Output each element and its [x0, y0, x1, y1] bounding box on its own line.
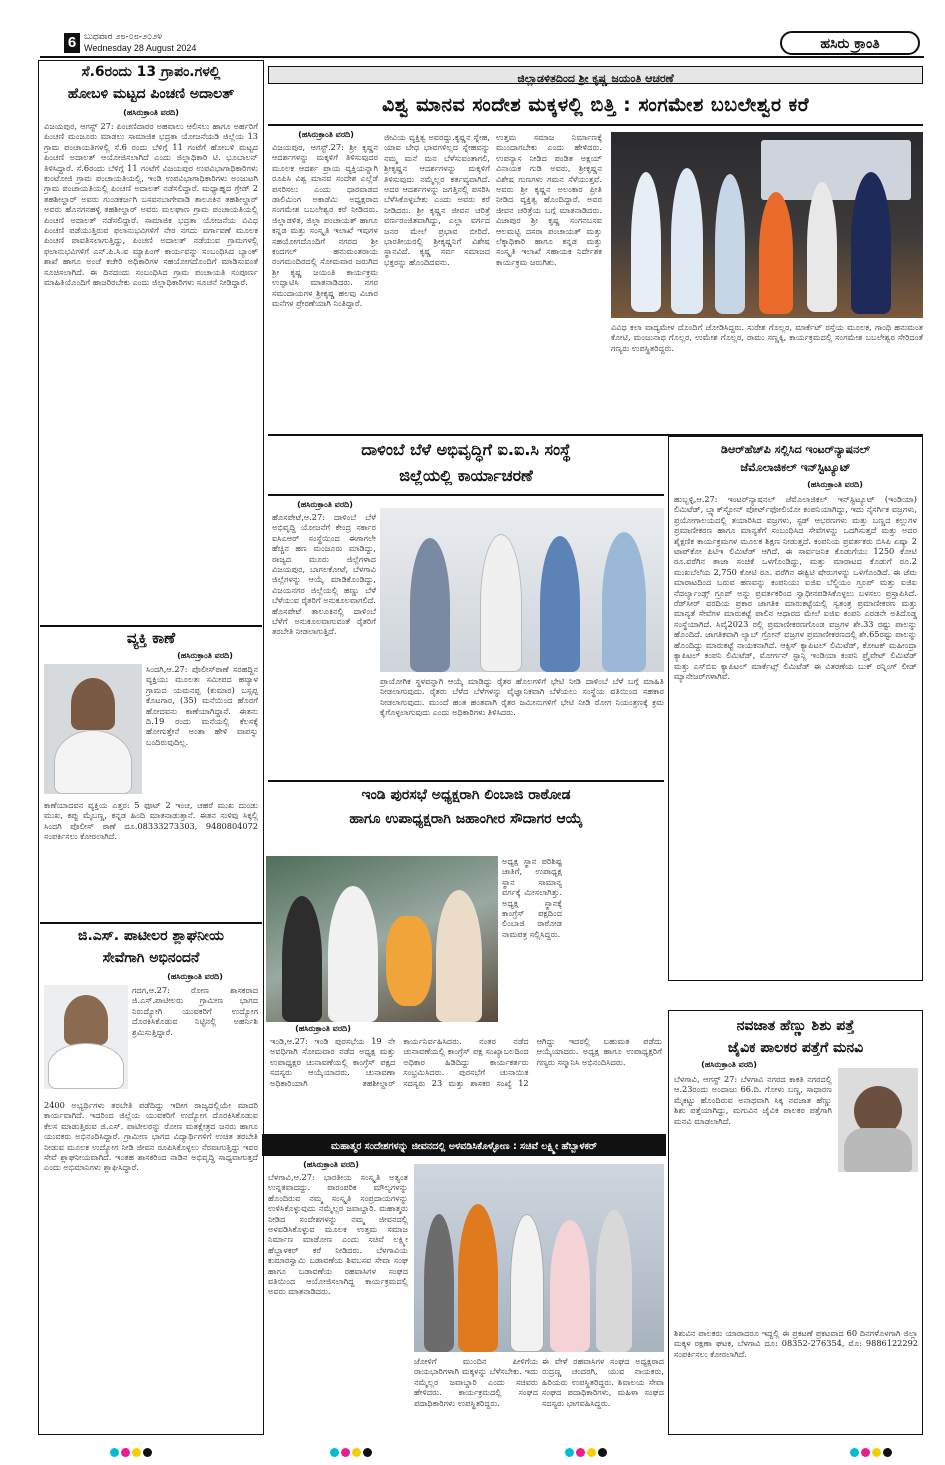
divider [268, 124, 923, 126]
registration-dot [587, 1448, 596, 1457]
indi-side-text: ಅಧ್ಯಕ್ಷ ಸ್ಥಾನ ಪರಿಶಿಷ್ಟ ಜಾತಿಗೆ, ಉಪಾಧ್ಯಕ್ಷ ಸ್ಥಾನ ಸಾಮಾನ್ಯ ವರ್ಗಕ್ಕೆ ಮೀಸಲಾಗಿತ್ತು. ಅಧ್ಯಕ್ಷ ಸ್ಥಾನಕ್ಕೆ ಕಾಂಗ್ರೆಸ್ ಪಕ್ಷದಿಂದ ಲಿಂಬಾಜಿ ರಾಠೋಡ ನಾಮಪತ್ರ ಸಲ್ಲಿಸಿದ್ದರು. [502, 856, 562, 939]
krishna-photo-caption: ವಿವಿಧ ಕಲಾ ವಾದ್ಯಮೇಳ ದೊಂದಿಗೆ ಜೋಡಿಸಿದ್ದರು. ಸುರೇಶ ಗೊಲ್ಲರ, ಮಾರ್ಕೆಟ್ ರಸ್ತೆಯ ಮೂಲಕ, ಗಾಂಧಿ ಹನುಮಂತ ಕೋಟಿ, ಮಂಜುನಾಥ ಗೊಲ್ಲರ, ಉಮೇಶ ಗೊಲ್ಲರ, ರಾಮು ಸಣ್ಣಕ್ಕಿ, ಕಾರ್ಯಕ್ರಮದಲ್ಲಿ ಸಂಗಮೇಶ ಬಬಲೇಶ್ವರ ಸೇರಿದಂತೆ ಗಣ್ಯರು ಉಪಸ್ಥಿತರಿದ್ದರು. [611, 322, 923, 353]
article2-body: ಕಾಣೆಯಾದವನ ವ್ಯಕ್ತಿಯ ಎತ್ತರ: 5 ಫೂಟ್ 2 ಇಂಚ, ಚಹರೆ ಮುಖ ದುಂಡು ಮುಖ, ಕಪ್ಪು ಮೈಬಣ್ಣ, ಕನ್ನಡ ಹಿಂದಿ ಮಾತನಾಡುತ್ತಾನೆ. ಈತನ ಸುಳಿವು ಸಿಕ್ಕಲ್ಲಿ ಸಿಂದಗಿ ಪೊಲೀಸ್ ಠಾಣೆ ದೂ.08333273303, 9480804072 ಸಂಪರ್ಕಿಸಲು ಕೋರಲಾಗಿದೆ. [44, 800, 258, 842]
registration-dot [121, 1448, 130, 1457]
divider [268, 780, 664, 782]
article3-title-line1: ಜಿ.ಎಸ್. ಪಾಟೀಲರ ಶ್ಲಾಘನೀಯ [78, 928, 224, 944]
masthead-title: ಹಸಿರು ಕ್ರಾಂತಿ [820, 36, 880, 52]
article3-byline: (ಹಸಿರುಕ್ರಾಂತಿ ವರದಿ) [167, 972, 223, 981]
article2-side-text: ಸಿಂದಗಿ,ಆ.27: ಪೊಲೀಸ್‌ಠಾಣೆ ಸರಹದ್ದಿನ ವ್ಯಕ್ತಿಯು ಮೂಲತಃ ಸಮೀಪದ ಹವ್ಯಾಳ ಗ್ರಾಮದ ಯಮನಪ್ಪ (ಕುಮಾರ) ಬಸ್ಸಪ್ಪ ಕೊಟಗಾರ, (35) ಮನೆಯಿಂದ ಹೊರಗೆ ಹೋದವನು ಕಾಣೆಯಾಗಿದ್ದಾನೆ. ಈತನು ದಿ.19 ರಂದು ಮನೆಯಲ್ಲಿ ಕೆಲಸಕ್ಕೆ ಹೋಗುತ್ತೇನೆ ಅಂತಾ ಹೇಳಿ ವಾಪಸ್ಸು ಬಂದಿರುವುದಿಲ್ಲ. [146, 664, 258, 747]
krishna-col3: ಉತ್ತಮ ಸಮಾಜ ನಿರ್ಮಾಣಕ್ಕೆ ಮುಂದಾಗಬೇಕು ಎಂದು ಹೇಳಿದರು. ಉಪನ್ಯಾಸ ನೀಡಿದ ಪಂಡಿತ ಅಕ್ಷಯ್ ವಿನಾಯಕ ಗುಡಿ ಅವರು, ಶ್ರೀಕೃಷ್ಣನ ವಿಶೇಷ ಗುಣಗಳು ಗಮನ ಸೆಳೆಯುತ್ತವೆ. ಅವರು ಶ್ರೀ ಕೃಷ್ಣನ ಅಲಂಕಾರ ಪ್ರೀತಿ ನೀಡಿದ ವ್ಯಕ್ತಿತ್ವ ಹೊಂದಿದ್ದಾರೆ. ಅವರ ಜೀವನ ಚರಿತ್ರೆಯ ಬಗ್ಗೆ ಮಾತನಾಡಿದರು. ವಿಜಾಪುರ ಶ್ರೀ ಕೃಷ್ಣ ಸಂಗನಬಸವ ಆಲಮಟ್ಟಿ ದಸರಾ ಪಂಚಾಯತ್ ಮತ್ತು ಲೆಕ್ಕಾಧಿಕಾರಿ ಹಾಗೂ ಕನ್ನಡ ಮತ್ತು ಸಂಸ್ಕೃತಿ ಇಲಾಖೆ ಸಹಾಯಕ ನಿರ್ದೇಶಕ ಕಾರ್ಯಕ್ರಮ ಜರುಗಿತು. [496, 132, 602, 267]
article1-body: ವಿಜಯಪುರ, ಆಗಸ್ಟ್ 27: ಪಿಂಚಣಿದಾರರ ಅಹವಾಲು ಆಲಿಸಲು ಹಾಗೂ ಅರ್ಹರಿಗೆ ಪಿಂಚಣಿ ಮಂಜೂರು ಮಾಡಲು ಸಾಮಾಜಿಕ ಭದ್ರತಾ ಯೋಜನೆಯಡಿ ಜಿಲ್ಲೆಯ 13 ಗ್ರಾಮ ಪಂಚಾಯತಿಗಳಲ್ಲಿ ಸೆ.6 ರಂದು ಬೆಳಿಗ್ಗೆ 11 ಗಂಟೆಗೆ ಹೋಬಳಿ ಮಟ್ಟದ ಪಿಂಚಣಿ ಅದಾಲತ್ ಆಯೋಜಿಸಲಾಗಿದೆ ಎಂದು ಜಿಲ್ಲಾಧಿಕಾರಿ ಟಿ. ಭೂಬಾಲನ್ ತಿಳಿಸಿದ್ದಾರೆ. ಸೆ.6ರಂದು ಬೆಳಿಗ್ಗೆ 11 ಗಂಟೆಗೆ ವಿಜಯಪುರ ಉಪವಿಭಾಗಾಧಿಕಾರಿಗಳು ಕುಂಟೋಜಿ ಗ್ರಾಮ ಪಂಚಾಯತಿಯಲ್ಲಿ, ಇಂಡಿ ಉಪವಿಭಾಗಾಧಿಕಾರಿಗಳು ಅಂಜುಟಗಿ ಗ್ರಾಮ ಪಂಚಾಯತಿಯಲ್ಲಿ ಪಿಂಚಣಿ ಅದಾಲತ್ ನಡೆಸಲಿದ್ದಾರೆ. ಮಧ್ಯಾಹ್ನದ ಗ್ರೇಡ್ 2 ತಹಶೀಲ್ದಾರ್ ಅವರು ಗುಂಡಕರ್ಜಗಿ ಬಸವನಬಾಗೇವಾಡಿ ತಾಲೂಕಿನ ತಹಶೀಲ್ದಾರ್ ಅವರು ಹೊನಗನಹಳ್ಳಿ ತಹಶೀಲ್ದಾರ್ ಅವರು ಮಲಘಾಣ ಗ್ರಾಮ ಪಂಚಾಯತಿಯಲ್ಲಿ ಪಿಂಚಣಿ ಅದಾಲತ್ ನಡೆಸಲಿದ್ದಾರೆ. ಸಾಮಾಜಿಕ ಭದ್ರತಾ ಯೋಜನೆಯ ವಿವಿಧ ಪಿಂಚಣಿ ಪಡೆಯುತ್ತಿರುವ ಫಲಾನುಭವಿಗಳಿಗೆ ನೇರ ನಗದು ವರ್ಗಾವಣೆ ಮೂಲಕ ಪಿಂಚಣಿ ಪಾವತಿಸಲಾಗುತ್ತಿದ್ದು, ಪಿಂಚಣಿ ಅದಾಲತ್ ನಡೆಯುವ ಗ್ರಾಮಗಳಲ್ಲಿ ಫಲಾನುಭವಿಗಳಿಗೆ ಎನ್.ಪಿ.ಸಿ.ಐ ಮ್ಯಾಪಿಂಗ್ ಕಾರ್ಯವನ್ನು ಸಂಬಂಧಿಸಿದ ಬ್ಯಾಂಕ್ ಶಾಖೆ ಹಾಗೂ ಅಂಚೆ ಕಚೇರಿ ಅಧಿಕಾರಿಗಳ ಸಹಯೋಗದೊಂದಿಗೆ ಮಾಡಿಸುವಂತೆ ಸೂಚಿಸಲಾಗಿದೆ. ಈ ದಿನದಂದು ಸಂಬಂಧಿಸಿದ ಗ್ರಾಮ ಪಂಚಾಯತಿ ಸಂಪೂರ್ಣ ಮಾಹಿತಿಯೊಂದಿಗೆ ಹಾಜರಿರಬೇಕು ಎಂದು ಜಿಲ್ಲಾಧಿಕಾರಿಗಳು ಸೂಚನೆ ನೀಡಿದ್ದಾರೆ. [44, 121, 258, 288]
indi-headline-line2: ಹಾಗೂ ಉಪಾಧ್ಯಕ್ಷರಾಗಿ ಜಹಾಂಗೀರ ಸೌದಾಗರ ಆಯ್ಕೆ [349, 811, 583, 827]
registration-dot [850, 1448, 859, 1457]
icar-body: ಪ್ರಾಯೋಗಿಕ ಸ್ಥಳವನ್ನಾಗಿ ಆಯ್ಕೆ ಮಾಡಿದ್ದು ರೈತರ ಹೊಲಗಳಿಗೆ ಭೇಟಿ ನೀಡಿ ದಾಳಿಂಬೆ ಬೆಳೆ ಬಗ್ಗೆ ಮಾಹಿತಿ ನೀಡಲಾಗುವುದು. ರೈತರು ಬೆಳೆದ ಬೆಳೆಗಳನ್ನು ವೈಜ್ಞಾನಿಕವಾಗಿ ಬೆಳೆಯಲು ಸಂಸ್ಥೆಯ ವತಿಯಿಂದ ಸಹಕಾರ ನೀಡಲಾಗುವುದು. ಮುಂದೆ ಹಂತ ಹಂತವಾಗಿ ರೈತರ ಜಮೀನುಗಳಿಗೆ ಭೇಟಿ ನೀಡಿ ರೋಗ ನಿಯಂತ್ರಣಕ್ಕೆ ಕ್ರಮ ಕೈಗೊಳ್ಳಲಾಗುವುದು ಎಂದು ಅಧಿಕಾರಿಗಳು ತಿಳಿಸಿದರು. [380, 676, 664, 718]
article3-title-line2: ಸೇವೆಗಾಗಿ ಅಭಿನಂದನೆ [102, 950, 200, 966]
indi-headline-line1: ಇಂಡಿ ಪುರಸಭೆ ಅಧ್ಯಕ್ಷರಾಗಿ ಲಿಂಬಾಜಿ ರಾಠೋಡ [361, 787, 571, 803]
hebbalkar-col4: ಈ ವೇಳೆ ರಹವಾಸಿಗಳ ಸಂಘದ ಅಧ್ಯಕ್ಷರಾದ ರುದ್ರಣ್ಣ ಚಂದರಗಿ, ಯುವ ನಾಯಕರು, ಹಿರಿಯರು ಉಪಸ್ಥಿತರಿದ್ದರು. ಶಿವಾಲಯ ಸೇವಾ ಸಂಘದ ಪದಾಧಿಕಾರಿಗಳು, ಮಹಿಳಾ ಸಂಘದ ಸದಸ್ಯರು ಭಾಗವಹಿಸಿದ್ದರು. [542, 1356, 664, 1408]
divider [40, 625, 262, 627]
registration-dot [330, 1448, 339, 1457]
header-date-english: Wednesday 28 August 2024 [84, 43, 197, 53]
icar-headline-line2: ಜಿಲ್ಲೆಯಲ್ಲಿ ಕಾರ್ಯಾಚರಣೆ [399, 466, 533, 485]
baby-headline-line1: ನವಜಾತ ಹೆಣ್ಣು ಶಿಶು ಪತ್ತೆ [736, 1018, 855, 1034]
hebbalkar-byline: (ಹಸಿರುಕ್ರಾಂತಿ ವರದಿ) [303, 1160, 359, 1169]
baby-photo [838, 1068, 918, 1172]
missing-person-photo [44, 664, 142, 794]
diamond-body: ಹುಬ್ಬಳ್ಳಿ,ಆ.27: ಇಂಟರ್‌ನ್ಯಾಷನಲ್ ಜೆಮೊಲಾಜಿಕಲ್ ಇನ್‌ಸ್ಟಿಟ್ಯೂಟ್ (ಇಂಡಿಯಾ) ಲಿಮಿಟೆಡ್, ಬ್ಲ್ಯಾಕ್‌ಸ್ಟೋನ್ ಪೋರ್ಟ್‌ಫೋಲಿಯೋ ಕಂಪನಿಯಾಗಿದ್ದು, ಇದು ನೈಸರ್ಗಿಕ ವಜ್ರಗಳು, ಪ್ರಯೋಗಾಲಯದಲ್ಲಿ ತಯಾರಿಸಿದ ವಜ್ರಗಳು, ಸ್ಟಡ್ ಆಭರಣಗಳು ಮತ್ತು ಬಣ್ಣದ ಕಲ್ಲುಗಳ ಪ್ರಮಾಣೀಕರಣ ಹಾಗೂ ಮಾನ್ಯತೆಗೆ ಸಂಬಂಧಿಸಿದ ಸೇವೆಗಳನ್ನು ಒದಗಿಸುತ್ತದೆ ಮತ್ತು ಅದರ ಶೈಕ್ಷಣಿಕ ಕಾರ್ಯಕ್ರಮಗಳ ಮೂಲಕ ಶಿಕ್ಷಣ ನೀಡುತ್ತದೆ. ಕಂಪನಿಯ ಪ್ರವರ್ತಕರು ಬಿಸಿಪಿ ಏಷ್ಯಾ 2 ಟಾಪ್‌ಕೋ ಪಿಟಿಇ ಲಿಮಿಟೆಡ್ ಆಗಿದೆ. ಈ ಸಾರ್ವಜನಿಕ ಕೊಡುಗೆಯು 1250 ಕೋಟಿ ರೂ.ವರೆಗಿನ ತಾಜಾ ಸಂಚಿಕೆ ಒಳಗೊಂಡಿದ್ದು, ಮತ್ತು ಮಾರಾಟದ ಕೊಡುಗೆ ರೂ.2 ಮುಖಬೆಲೆಯ 2,750 ಕೋಟಿ ರೂ. ವರೆಗಿನ ಈಕ್ವಿಟಿ ಷೇರುಗಳನ್ನು ಒಳಗೊಂಡಿದೆ. ಈ ಜೆಮ ಮಾರಾಟದಿಂದ ಬರುವ ಹಣವನ್ನು ಕಂಪನಿಯು ಐಜಿಐ ಬೆಲ್ಜಿಯಂ ಗ್ರೂಪ್ ಮತ್ತು ಐಜಿಐ ನೆದರ್ಲ್ಯಾಂಡ್ಸ್ ಗ್ರೂಪ್ ಅನ್ನು ಪ್ರವರ್ತಕರಿಂದ ಸ್ವಾಧೀನಪಡಿಸಿಕೊಳ್ಳಲು ಬಳಸಲು ಪ್ರಸ್ತಾಪಿಸಿದೆ. ರೆಡ್‌ಸೀರ್ ವರದಿಯ ಪ್ರಕಾರ ಜಾಗತಿಕ ಮಾರುಕಟ್ಟೆಯಲ್ಲಿ ಸ್ವತಂತ್ರ ಪ್ರಮಾಣೀಕರಣ ಮತ್ತು ಮಾನ್ಯತೆ ಸೇವೆಗಳ ಮಾರುಕಟ್ಟೆ ಪಾಲಿನ ಆಧಾರದ ಮೇಲೆ ಐಜಿಐ ಕಂಪನಿ ಎರಡನೇ ಅತಿದೊಡ್ಡ ಸಂಸ್ಥೆಯಾಗಿದೆ. ಸಿವೈ2023 ರಲ್ಲಿ ಪ್ರಮಾಣೀಕರಣಗೊಂಡ ವಜ್ರಗಳ ಶೇ.33 ರಷ್ಟು ಪಾಲನ್ನು ಹೊಂದಿದೆ. ಜಾಗತಿಕವಾಗಿ ಲ್ಯಾಬ್ ಗ್ರೋನ್ ವಜ್ರಗಳ ಪ್ರಮಾಣೀಕರಣದಲ್ಲಿ ಶೇ.65ರಷ್ಟು ಪಾಲನ್ನು ಹೊಂದಿದ್ದು ಮಾರುಕಟ್ಟೆ ನಾಯಕನಾಗಿದೆ. ಆಕ್ಸಿಸ್ ಕ್ಯಾಪಿಟಲ್ ಲಿಮಿಟೆಡ್, ಕೋಟಕ್ ಮಹೀಂದ್ರಾ ಕ್ಯಾಪಿಟಲ್ ಕಂಪನಿ ಲಿಮಿಟೆಡ್, ಮೋರ್ಗನ್ ಸ್ಟಾನ್ಲಿ ಇಂಡಿಯಾ ಕಂಪನಿ ಪ್ರೈವೇಟ್ ಲಿಮಿಟೆಡ್ ಮತ್ತು ಎಸ್‌ಬಿಐ ಕ್ಯಾಪಿಟಲ್ ಮಾರ್ಕೆಟ್ಸ್ ಲಿಮಿಟೆಡ್ ಈ ವಿತರಣೆಯ ಬುಕ್ ರನ್ನಿಂಗ್ ಲೀಡ್ ಮ್ಯಾನೇಜರ್‌ಗಳಾಗಿವೆ. [674, 494, 917, 681]
krishna-kicker: ಜಿಲ್ಲಾಡಳಿತದಿಂದ ಶ್ರೀ ಕೃಷ್ಣ ಜಯಂತಿ ಆಚರಣೆ [517, 72, 674, 85]
icar-headline-line1: ದಾಳಿಂಬೆ ಬೆಳೆ ಅಭಿವೃದ್ಧಿಗೆ ಐ.ಐ.ಸಿ ಸಂಸ್ಥೆ [361, 440, 571, 459]
indi-celebration-photo [266, 856, 498, 1022]
hebbalkar-col3: ಜೋಳಿಗೆ ಮುಂದಿನ ಪೀಳಿಗೆಯ ರಾಯಭಾರಿಗಳಾಗಿ ಮಕ್ಕಳನ್ನು ಬೆಳೆಸಬೇಕು. ಇದು ನಮ್ಮೆಲ್ಲರ ಜವಾಬ್ದಾರಿ ಎಂದು ಸಚಿವರು ಹೇಳಿದರು. ಕಾರ್ಯಕ್ರಮದಲ್ಲಿ ಸಂಘದ ಪದಾಧಿಕಾರಿಗಳು ಉಪಸ್ಥಿತರಿದ್ದರು. [414, 1356, 538, 1408]
article2-title: ವ್ಯಕ್ತಿ ಕಾಣೆ [126, 629, 176, 647]
krishna-col2: ಜೀವಿಯ ವ್ಯಕ್ತಿತ್ವ ಅವರದ್ದು.ಕೃಷ್ಣನ ಸ್ನೇಹ, ಯಾವ ಬೇಧ ಭಾವಗಳಿಲ್ಲದ ಸ್ನೇಹವನ್ನು ನಮ್ಮ ಮನೆ ಮನ ಬೆಳೆಸುವಂತಾಗಲಿ, ಶ್ರೀಕೃಷ್ಣನ ಆದರ್ಶಗಳನ್ನು ಮಕ್ಕಳಿಗೆ ತಿಳಿಸುವುದು ನಮ್ಮೆಲ್ಲರ ಕರ್ತವ್ಯವಾಗಿದೆ. ಅದರ ಆದರ್ಶಗಳನ್ನು ಜಗತ್ತಿನಲ್ಲಿ ಪಸರಿಸಿ ಬೆಳೆಸಿಕೊಳ್ಳಬೇಕು ಎಂದು ಅವರು ಕರೆ ನೀಡಿದರು. ಶ್ರೀ ಕೃಷ್ಣನ ಜೀವನ ಚರಿತ್ರೆ ವರ್ಣರಂಜಿತವಾಗಿದ್ದು, ಎಲ್ಲಾ ವರ್ಗದ ಜನರ ಮೇಲೆ ಪ್ರಭಾವ ಬೀರಿದೆ. ಭಾರತೀಯರಲ್ಲಿ ಶ್ರೀಕೃಷ್ಣನಿಗೆ ವಿಶೇಷ ಸ್ಥಾನವಿದೆ. ಕೃಷ್ಣ ಸರ್ವ ಸಮಾಜದ ಭಕ್ತರನ್ನು ಹೊಂದಿದವನು. [384, 132, 490, 267]
registration-dot [341, 1448, 350, 1457]
page-number: 6 [64, 33, 80, 53]
registration-marks-middle [330, 1442, 374, 1461]
krishna-byline: (ಹಸಿರುಕ್ರಾಂತಿ ವರದಿ) [298, 130, 354, 139]
diamond-headline-line1: ಡಿಆರ್‌ಹೆಚ್‌ಪಿ ಸಲ್ಲಿಸಿದ ಇಂಟರ್‌ನ್ಯಾಷನಲ್ [721, 443, 870, 456]
baby-headline-line2: ಜೈವಿಕ ಪಾಲಕರ ಪತ್ತೆಗೆ ಮನವಿ [727, 1040, 864, 1056]
masthead-logo [780, 31, 920, 55]
divider [268, 494, 664, 496]
registration-dot [598, 1448, 607, 1457]
hebbalkar-col1: ಬೆಳಗಾವಿ,ಆ.27: ಭಾರತೀಯ ಸಂಸ್ಕೃತಿ ಅತ್ಯಂತ ಉನ್ನತವಾದದ್ದು. ಪಾರಂಪರಿಕ ಮೌಲ್ಯಗಳನ್ನು ಹೊಂದಿರುವ ನಮ್ಮ ಸಂಸ್ಕೃತಿ ಸಂಪ್ರದಾಯಗಳನ್ನು ಉಳಿಸಿಕೊಳ್ಳುವುದು ನಮ್ಮೆಲ್ಲರ ಜವಾಬ್ದಾರಿ. ಮಹಾತ್ಮರು ನೀಡಿದ ಸಂದೇಶಗಳನ್ನು ನಮ್ಮ ಜೀವನದಲ್ಲಿ ಅಳವಡಿಸಿಕೊಳ್ಳುವ ಮೂಲಕ ಉತ್ತಮ ಸಮಾಜ ನಿರ್ಮಾಣ ಮಾಡೋಣ ಎಂದು ಸಚಿವೆ ಲಕ್ಷ್ಮೀ ಹೆಬ್ಬಾಳಕರ್ ಕರೆ ನೀಡಿದರು. ಬೆಳಗಾವಿಯ ಕುಮಾರಸ್ವಾಮಿ ಬಡಾವಣೆಯ ಶಿವಬಸವ ಸೇವಾ ಸಂಘ ಹಾಗೂ ಬಡಾವಣೆಯ ರಹವಾಸಿಗಳ ಸಂಘದ ವತಿಯಿಂದ ಆಯೋಜಿಸಲಾಗಿದ್ದ ಕಾರ್ಯಕ್ರಮದಲ್ಲಿ ಅವರು ಮಾತನಾಡಿದರು. [268, 1172, 408, 1297]
article2-byline: (ಹಸಿರುಕ್ರಾಂತಿ ವರದಿ) [177, 651, 233, 660]
hebbalkar-headline: ಮಹಾತ್ಮರ ಸಂದೇಶಗಳನ್ನು ಜೀವನದಲ್ಲಿ ಅಳವಡಿಸಿಕೊಳ್ಳೋಣ : ಸಚಿವೆ ಲಕ್ಷ್ಮೀ ಹೆಬ್ಬಾಳಕರ್ [331, 1141, 597, 1152]
page-header [40, 30, 924, 58]
registration-dot [565, 1448, 574, 1457]
registration-marks-far-right [850, 1442, 894, 1461]
article3-body: 2400 ಅಭ್ಯರ್ಥಿಗಳು ತರಬೇತಿ ಪಡೆದಿದ್ದು ಇದೀಗ ರಾಜ್ಯದಲ್ಲಿಯೇ ಮಾದರಿ ಕಾರ್ಯವಾಗಿದೆ. ಇದರಿಂದ ಜಿಲ್ಲೆಯ ಯುವಕರಿಗೆ ಉದ್ಯೋಗ ದೊರಕಿಸಿಕೊಡುವ ಕೆಲಸ ಮಾಡುತ್ತಿರುವ ಜಿ.ಎಸ್. ಪಾಟೀಲರನ್ನು ರೋಣ ಮತಕ್ಷೇತ್ರದ ಜನರು ಹಾಗೂ ಯುವಕರು ಅಭಿನಂದಿಸಿದ್ದಾರೆ. ಗ್ರಾಮೀಣ ಭಾಗದ ವಿದ್ಯಾರ್ಥಿಗಳಿಗೆ ಉಚಿತ ತರಬೇತಿ ನೀಡುವ ಮೂಲಕ ಉದ್ಯೋಗ ನೀಡಿ ಜೀವನ ರೂಪಿಸಿಕೊಳ್ಳಲು ನೆರವಾಗುತ್ತಿದ್ದು ಇವರ ಸೇವೆ ಶ್ಲಾಘನೀಯವಾಗಿದೆ. ಇಂತಹ ಶಾಸಕರಿಂದ ನಾಡಿನ ಅಭಿವೃದ್ಧಿ ಸಾಧ್ಯವಾಗುತ್ತದೆ ಎಂದು ಅಭಿಮಾನಿಗಳು ಶ್ಲಾಘಿಸಿದ್ದಾರೆ. [44, 1100, 258, 1173]
hebbalkar-headline-bar [262, 1134, 666, 1156]
registration-marks-right [565, 1442, 609, 1461]
indi-byline: (ಹಸಿರುಕ್ರಾಂತಿ ವರದಿ) [295, 1024, 351, 1033]
diamond-byline: (ಹಸಿರುಕ್ರಾಂತಿ ವರದಿ) [807, 480, 863, 489]
krishna-event-photo [611, 132, 923, 318]
baby-side-text: ಬೆಳಗಾವಿ, ಆಗಸ್ಟ್ 27: ಬೆಳಗಾವಿ ನಗರದ ಕಾಕತಿ ನಗರದಲ್ಲಿ ಆ.23ರಂದು ಅಂದಾಜು 66.ದಿ. ಗೋಳು ಬಣ್ಣ, ಸಾಧಾರಣ ಮೈಕಟ್ಟು ಹೊಂದಿರುವ ಅನಾಥವಾಗಿ ಸಿಕ್ಕ ನವಜಾತ ಹೆಣ್ಣು ಶಿಶು ಪತ್ತೆಯಾಗಿದ್ದು, ಮಗುವಿನ ಜೈವಿಕ ಪಾಲಕರ ಪತ್ತೆಗಾಗಿ ಮನವಿ ಮಾಡಲಾಗಿದೆ. [674, 1074, 832, 1126]
registration-dot [143, 1448, 152, 1457]
registration-dot [363, 1448, 372, 1457]
article1-title-line1: ಸೆ.6ರಂದು 13 ಗ್ರಾಪಂ.ಗಳಲ್ಲಿ [81, 64, 221, 80]
registration-dot [110, 1448, 119, 1457]
krishna-col1: ವಿಜಯಪುರ, ಆಗಸ್ಟ್.27: ಶ್ರೀ ಕೃಷ್ಣನ ಆದರ್ಶಗಳನ್ನು ಮಕ್ಕಳಿಗೆ ತಿಳಿಸುವುದರ ಮೂಲಕ ಆದರ್ಶ ಪ್ರಾಯ ವ್ಯಕ್ತಿಯನ್ನಾಗಿ ರೂಪಿಸಿ ವಿಶ್ವ ಮಾನವ ಸಂದೇಶ ಎಲ್ಲೆಡೆ ಪಸರಿಸಲು ಎಂದು ಧಾರವಾಡದ ಡಾಲಿಮಿಂಗ ಅಕಾಡೆಮಿ ಅಧ್ಯಕ್ಷರಾದ ಸಂಗಮೇಶ ಬಬಲೇಶ್ವರ ಕರೆ ನೀಡಿದರು. ಜಿಲ್ಲಾಡಳಿತ, ಜಿಲ್ಲಾ ಪಂಚಾಯತ್ ಹಾಗೂ ಕನ್ನಡ ಮತ್ತು ಸಂಸ್ಕೃತಿ ಇಲಾಖೆ ಇವುಗಳ ಸಹಯೋಗದೊಂದಿಗೆ ನಗರದ ಶ್ರೀ ಕಂದಗಲ್ ಹನುಮಂತರಾಯ ರಂಗಮಂದಿರದಲ್ಲಿ ಸೋಮವಾರ ಜರುಗಿದ ಶ್ರೀ ಕೃಷ್ಣ ಜಯಂತಿ ಕಾರ್ಯಕ್ರಮ ಉದ್ಘಾಟಿಸಿ ಮಾತನಾಡಿದರು. ನಗರ ಸಮುದಾಯಗಳ ಶ್ರೀಕೃಷ್ಣ ಹಲವು ವಿಚಾರ ಮನೆಗಳ ಪ್ರೇರಣೆಯಾಗಿ ನಿಂತಿದ್ದಾರೆ. [272, 142, 378, 309]
registration-marks-left [110, 1442, 154, 1461]
baby-body: ಶಿಶುವಿನ ಪಾಲಕರು ಯಾರಾದರೂ ಇದ್ದಲ್ಲಿ ಈ ಪ್ರಕಟಣೆ ಪ್ರಕಟವಾದ 60 ದಿನಗಳೊಳಗಾಗಿ ಜಿಲ್ಲಾ ಮಕ್ಕಳ ರಕ್ಷಣಾ ಘಟಕ, ಬೆಳಗಾವಿ ದೂ: 08352-276354, ಮೊ: 9886122292 ಸಂಪರ್ಕಿಸಲು ಕೋರಲಾಗಿದೆ. [674, 1328, 918, 1359]
article1-title-line2: ಹೋಬಳಿ ಮಟ್ಟದ ಪಿಂಚಣಿ ಅದಾಲತ್ [67, 86, 235, 102]
registration-dot [883, 1448, 892, 1457]
icar-side-text: ಹೊಸಪೇಟೆ,ಆ.27: ದಾಳಿಂಬೆ ಬೆಳೆ ಅಭಿವೃದ್ಧಿ ಯೋಜನೆಗೆ ಕೇಂದ್ರ ಸರ್ಕಾರ ಐಸಿಎಆರ್ ಸಂಸ್ಥೆಯಿಂದ ಈಗಾಗಲೇ ಹೆಚ್ಚಿನ ಹಣ ಮಂಜೂರು ಮಾಡಿದ್ದು, ರಾಜ್ಯದ ಮೂರು ಜಿಲ್ಲೆಗಳಾದ ವಿಜಯಪುರ, ಬಾಗಲಕೋಟೆ, ಬೆಳಗಾವಿ ಜಿಲ್ಲೆಗಳನ್ನು ಆಯ್ಕೆ ಮಾಡಿಕೊಂಡಿದ್ದು, ವಿಜಯನಗರ ಜಿಲ್ಲೆಯಲ್ಲಿ ಹಣ್ಣು ಬೆಳೆ ಬೆಳೆಯುವ ರೈತರಿಗೆ ಅನುಕೂಲವಾಗಲಿದೆ. ಹೊಸಪೇಟೆ ತಾಲೂಕಿನಲ್ಲಿ ದಾಳಿಂಬೆ ಬೆಳೆಗೆ ಅನುಕೂಲವಾಗುವಂತೆ ರೈತರಿಗೆ ತರಬೇತಿ ನೀಡಲಾಗುತ್ತಿದೆ. [272, 512, 376, 637]
indi-body: ಇಂಡಿ,ಆ.27: ಇಂಡಿ ಪುರಸಭೆಯ 19 ನೇ ಅವಧಿಗಾಗಿ ಸೋಮವಾರ ನಡೆದ ಅಧ್ಯಕ್ಷ ಮತ್ತು ಉಪಾಧ್ಯಕ್ಷರ ಚುನಾವಣೆಯಲ್ಲಿ ಕಾಂಗ್ರೆಸ್ ಪಕ್ಷದ ಸದಸ್ಯರು ಆಯ್ಕೆಯಾದರು. ಚುನಾವಣಾ ಅಧಿಕಾರಿಯಾಗಿ ತಹಶೀಲ್ದಾರ್ ಕಾರ್ಯನಿರ್ವಹಿಸಿದರು. ನಂತರ ನಡೆದ ಚುನಾವಣೆಯಲ್ಲಿ ಕಾಂಗ್ರೆಸ್ ಪಕ್ಷ ಸಂಖ್ಯಾಬಲದಿಂದ ಅಧಿಕಾರ ಹಿಡಿದಿದ್ದು ಕಾರ್ಯಕರ್ತರು ಸಂಭ್ರಮಿಸಿದರು. ಪುರಸಭೆಗೆ ಚುನಾಯಿತ ಸದಸ್ಯರು 23 ಮತ್ತು ಶಾಸಕರ ಸಂಖ್ಯೆ 12 ಆಗಿದ್ದು ಇದರಲ್ಲಿ ಬಹುಮತ ಪಡೆದು ಆಯ್ಕೆಯಾದರು. ಅಧ್ಯಕ್ಷ ಹಾಗೂ ಉಪಾಧ್ಯಕ್ಷರಿಗೆ ಗಣ್ಯರು ಸನ್ಮಾನಿಸಿ ಅಭಿನಂದಿಸಿದರು. [270, 1036, 662, 1088]
mla-photo [44, 985, 128, 1089]
registration-dot [861, 1448, 870, 1457]
divider [40, 922, 262, 924]
krishna-kicker-box [268, 66, 923, 84]
registration-dot [132, 1448, 141, 1457]
registration-dot [872, 1448, 881, 1457]
krishna-headline: ವಿಶ್ವ ಮಾನವ ಸಂದೇಶ ಮಕ್ಕಳಲ್ಲಿ ಬಿತ್ತಿ : ಸಂಗಮೇಶ ಬಬಲೇಶ್ವರ ಕರೆ [381, 94, 810, 116]
article3-side-text: ಗದಗ,ಆ.27: ರೋಣ ಶಾಸಕರಾದ ಜಿ.ಎಸ್.ಪಾಟೀಲರು ಗ್ರಾಮೀಣ ಭಾಗದ ನಿರುದ್ಯೋಗಿ ಯುವಕರಿಗೆ ಉದ್ಯೋಗ ದೊರಕಿಸಿಕೊಡುವ ನಿಟ್ಟಿನಲ್ಲಿ ಅಹರ್ನಿಶಿ ಶ್ರಮಿಸುತ್ತಿದ್ದಾರೆ. [132, 985, 258, 1037]
header-date-kannada: ಬುಧವಾರ ೨೮-೦೮-೨೦೨೪ [84, 32, 163, 42]
icar-byline: (ಹಸಿರುಕ್ರಾಂತಿ ವರದಿ) [297, 500, 353, 509]
icar-officials-photo [380, 508, 664, 672]
article1-byline: (ಹಸಿರುಕ್ರಾಂತಿ ವರದಿ) [123, 108, 179, 117]
baby-byline: (ಹಸಿರುಕ್ರಾಂತಿ ವರದಿ) [701, 1060, 757, 1069]
registration-dot [352, 1448, 361, 1457]
registration-dot [576, 1448, 585, 1457]
diamond-headline-line2: ಜೆಮೊಲಾಜಿಕಲ್ ಇನ್‌ಸ್ಟಿಟ್ಯೂಟ್ [740, 461, 851, 474]
hebbalkar-event-photo [414, 1164, 664, 1352]
